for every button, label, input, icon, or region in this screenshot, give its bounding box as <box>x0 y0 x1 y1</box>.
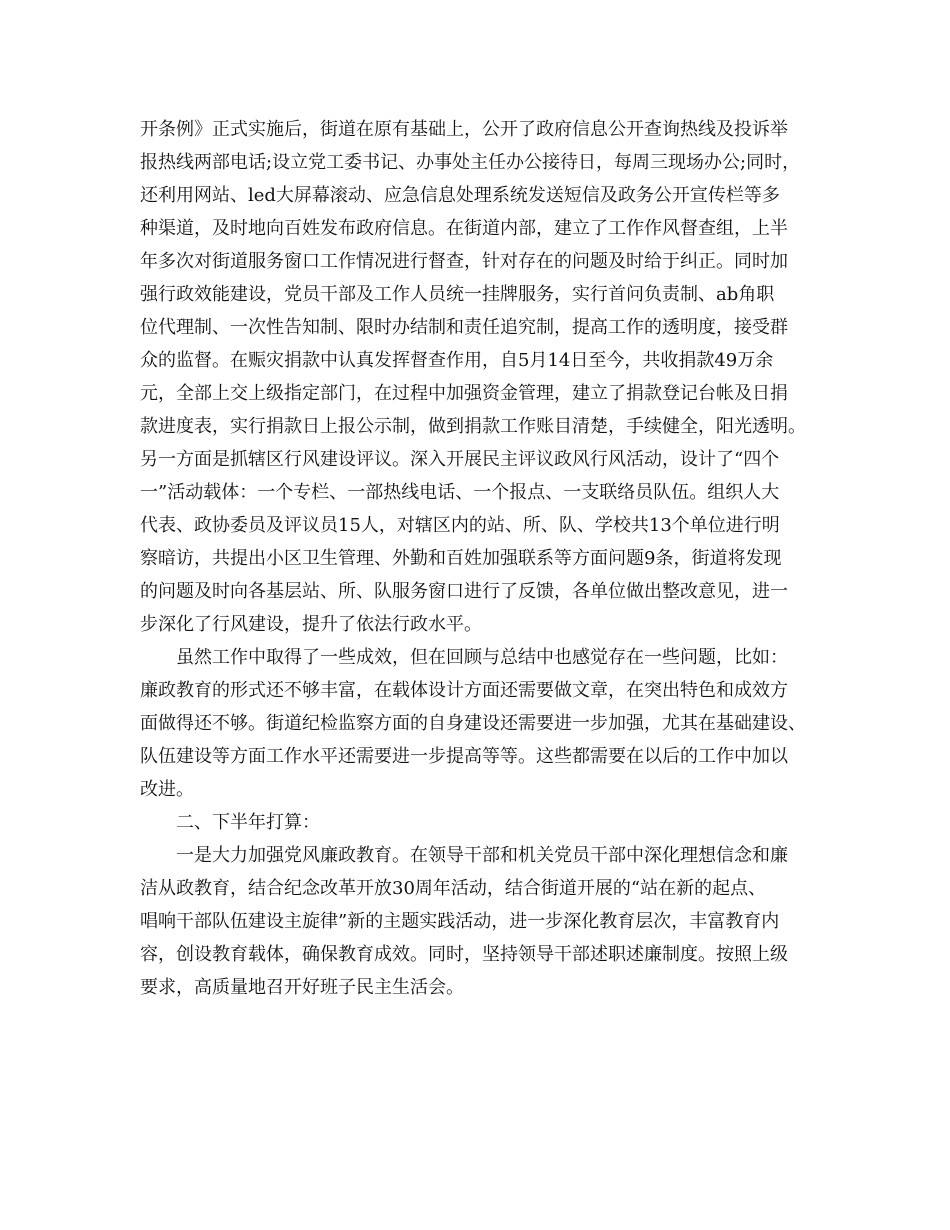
text-line: 位代理制、一次性告知制、限时办结制和责任追究制，提高工作的透明度，接受群 <box>140 317 788 338</box>
text-line: 洁从政教育，结合纪念改革开放30周年活动，结合街道开展的“站在新的起点、 <box>140 878 767 899</box>
text-line: 面做得还不够。街道纪检监察方面的自身建设还需要进一步加强，尤其在基础建设、 <box>140 713 806 734</box>
text-line: 开条例》正式实施后，街道在原有基础上，公开了政府信息公开查询热线及投诉举 <box>140 119 788 140</box>
text-line: 另一方面是抓辖区行风建设评议。深入开展民主评议政风行风活动，设计了“四个 <box>140 449 780 470</box>
paragraph-work-transparency <box>140 113 820 641</box>
document-body <box>140 113 820 1004</box>
text-line: 一”活动载体：一个专栏、一部热线电话、一个报点、一支联络员队伍。组织人大 <box>140 482 780 503</box>
text-line: 众的监督。在赈灾捐款中认真发挥督查作用，自5月14日至今，共收捐款49万余 <box>140 350 774 371</box>
text-line: 改进。 <box>140 779 194 800</box>
text-line: 唱响干部队伍建设主旋律”新的主题实践活动，进一步深化教育层次，丰富教育内 <box>140 911 780 932</box>
section-heading: 二、下半年打算： <box>176 812 320 833</box>
paragraph-integrity-education <box>140 839 820 1004</box>
text-line: 还利用网站、led大屏幕滚动、应急信息处理系统发送短信及政务公开宣传栏等多 <box>140 185 780 206</box>
text-line: 容，创设教育载体，确保教育成效。同时，坚持领导干部述职述廉制度。按照上级 <box>140 944 788 965</box>
section-heading-second-half-plan <box>140 806 820 839</box>
text-line: 廉政教育的形式还不够丰富，在载体设计方面还需要做文章，在突出特色和成效方 <box>140 680 788 701</box>
paragraph-problems <box>140 641 820 806</box>
text-line: 强行政效能建设，党员干部及工作人员统一挂牌服务，实行首问负责制、ab角职 <box>140 284 775 305</box>
text-line: 种渠道，及时地向百姓发布政府信息。在街道内部，建立了工作作风督查组，上半 <box>140 218 788 239</box>
text-line: 要求，高质量地召开好班子民主生活会。 <box>140 977 464 998</box>
text-line: 步深化了行风建设，提升了依法行政水平。 <box>140 614 482 635</box>
text-line: 一是大力加强党风廉政教育。在领导干部和机关党员干部中深化理想信念和廉 <box>176 845 788 866</box>
text-line: 代表、政协委员及评议员15人，对辖区内的站、所、队、学校共13个单位进行明 <box>140 515 780 536</box>
text-line: 款进度表，实行捐款日上报公示制，做到捐款工作账目清楚，手续健全，阳光透明。 <box>140 416 806 437</box>
text-line: 的问题及时向各基层站、所、队服务窗口进行了反馈，各单位做出整改意见，进一 <box>140 581 788 602</box>
text-line: 报热线两部电话;设立党工委书记、办事处主任办公接待日，每周三现场办公;同时， <box>140 152 801 173</box>
text-line: 虽然工作中取得了一些成效，但在回顾与总结中也感觉存在一些问题，比如： <box>176 647 788 668</box>
text-line: 元，全部上交上级指定部门，在过程中加强资金管理，建立了捐款登记台帐及日捐 <box>140 383 788 404</box>
text-line: 察暗访，共提出小区卫生管理、外勤和百姓加强联系等方面问题9条，街道将发现 <box>140 548 782 569</box>
text-line: 年多次对街道服务窗口工作情况进行督查，针对存在的问题及时给于纠正。同时加 <box>140 251 788 272</box>
text-line: 队伍建设等方面工作水平还需要进一步提高等等。这些都需要在以后的工作中加以 <box>140 746 788 767</box>
